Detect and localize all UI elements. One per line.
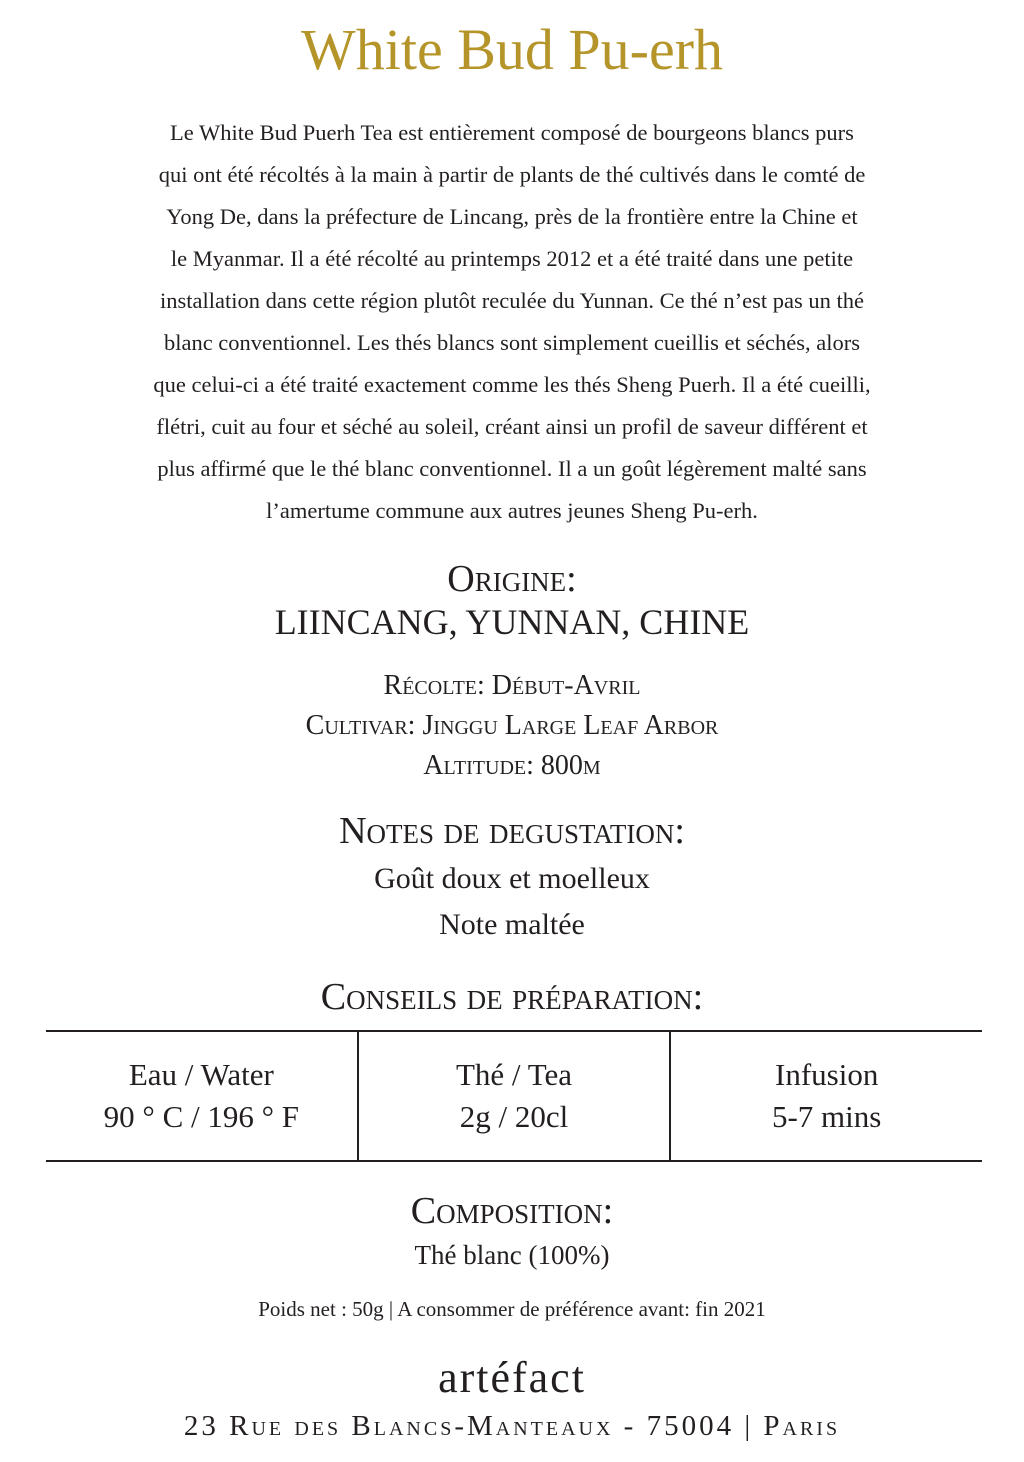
description-line: flétri, cuit au four et séché au soleil, créant ainsi un profil de saveur différent et xyxy=(156,414,868,439)
tasting-note: Note maltée xyxy=(439,908,585,941)
description-line: l’amertume commune aux autres jeunes Sheng Pu-erh. xyxy=(266,498,758,523)
altitude-detail: Altitude: 800m xyxy=(423,750,601,781)
water-value: 90 ° C / 196 ° F xyxy=(103,1099,299,1134)
tea-label: Thé / Tea xyxy=(455,1057,573,1092)
product-title: White Bud Pu-erh xyxy=(300,17,724,82)
origin-value: LIINCANG, YUNNAN, CHINE xyxy=(274,602,750,642)
description-line: que celui-ci a été traité exactement comme les thés Sheng Puerh. Il a été cueilli, xyxy=(153,372,871,397)
description-line: installation dans cette région plutôt reculée du Yunnan. Ce thé n’est pas un thé xyxy=(160,288,864,313)
description-line: qui ont été récoltés à la main à partir de plants de thé cultivés dans le comté de xyxy=(158,162,866,187)
composition-heading: Composition: xyxy=(410,1190,614,1232)
harvest-detail: Récolte: Début-Avril xyxy=(383,670,641,701)
infusion-value: 5-7 mins xyxy=(771,1099,882,1134)
infusion-label: Infusion xyxy=(775,1057,879,1092)
description-line: Le White Bud Puerh Tea est entièrement composé de bourgeons blancs purs xyxy=(170,120,854,145)
infusion-column xyxy=(669,1032,982,1160)
tea-value: 2g / 20cl xyxy=(459,1099,569,1134)
store-address: 23 Rue des Blancs-Manteaux - 75004 | Paris xyxy=(183,1410,841,1442)
tasting-heading: Notes de degustation: xyxy=(339,810,685,852)
brand-name: artéfact xyxy=(438,1353,586,1402)
description-line: le Myanmar. Il a été récolté au printemps 2012 et a été traité dans une petite xyxy=(170,246,854,271)
preparation-table xyxy=(46,1030,982,1162)
composition-value: Thé blanc (100%) xyxy=(414,1240,610,1270)
net-weight-line: Poids net : 50g | A consommer de préférence avant: fin 2021 xyxy=(258,1297,766,1321)
tasting-note: Goût doux et moelleux xyxy=(374,862,650,895)
cultivar-detail: Cultivar: Jinggu Large Leaf Arbor xyxy=(305,710,719,741)
description-line: plus affirmé que le thé blanc conventionnel. Il a un goût légèrement malté sans xyxy=(157,456,867,481)
product-description xyxy=(42,112,982,532)
water-column xyxy=(46,1032,357,1160)
description-line: Yong De, dans la préfecture de Lincang, près de la frontière entre la Chine et xyxy=(166,204,858,229)
origin-heading: Origine: xyxy=(447,558,577,600)
tea-column xyxy=(357,1032,670,1160)
preparation-heading: Conseils de préparation: xyxy=(320,976,704,1018)
description-line: blanc conventionnel. Les thés blancs sont simplement cueillis et séchés, alors xyxy=(163,330,861,355)
water-label: Eau / Water xyxy=(128,1057,274,1092)
